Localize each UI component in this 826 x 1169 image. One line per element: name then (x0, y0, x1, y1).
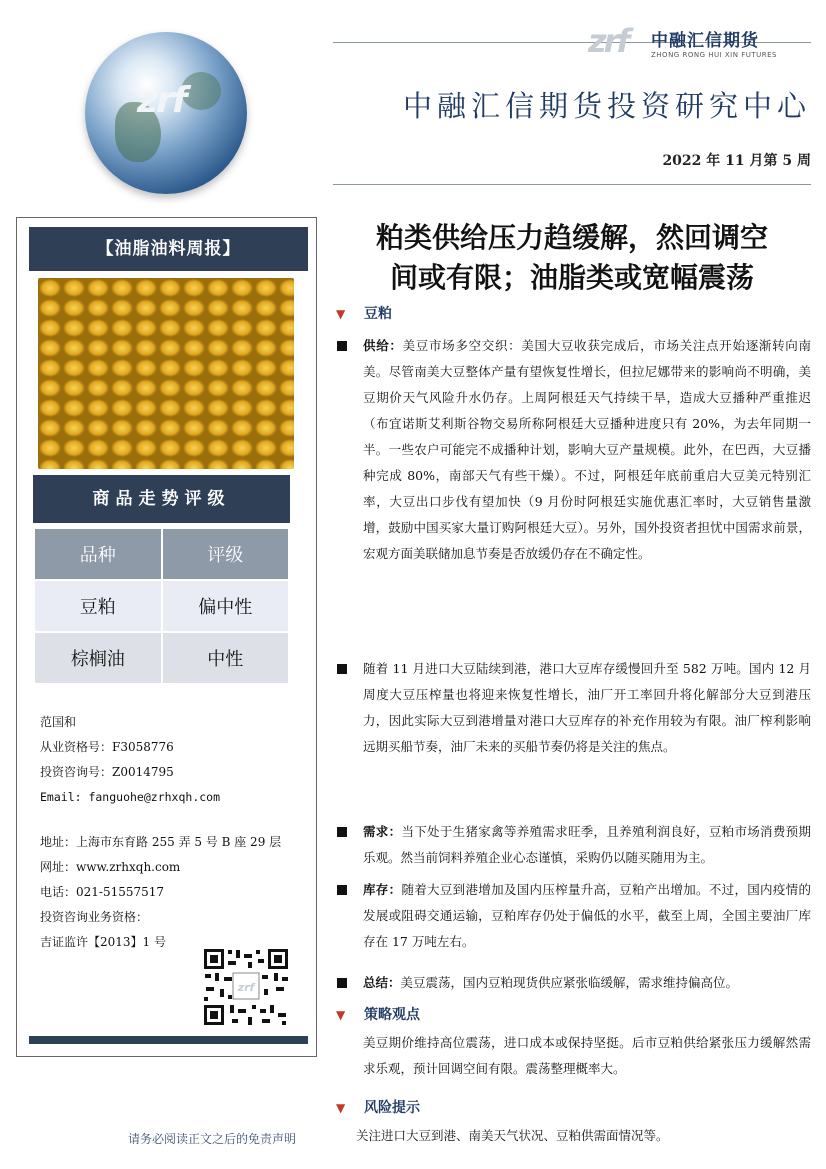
rating-header-commodity: 品种 (35, 529, 161, 579)
bullet-icon (337, 978, 347, 988)
section-risk (336, 1097, 420, 1117)
contact-info (40, 710, 310, 955)
section-strategy-title: 策略观点 (364, 1007, 420, 1023)
analyst-name: 范国和 (40, 715, 77, 729)
company-logo (588, 18, 808, 66)
summary-text: 美豆震荡，国内豆粕现货供应紧张临缓解，需求维持偏高位。 (400, 975, 739, 990)
supply-paragraph (363, 333, 811, 567)
arrow-down-icon: ▼ (336, 307, 346, 321)
rating-value: 中性 (163, 633, 289, 683)
rating-table-header (35, 529, 288, 579)
soybeans-image (38, 278, 294, 469)
globe-logo-text: zrf (137, 80, 186, 121)
headline-line-1: 粕类供给压力趋缓解，然回调空 (375, 221, 768, 254)
strategy-text: 美豆期价维持高位震荡，进口成本或保持坚挺。后市豆粕供给紧张压力缓解然需求乐观，预计回调空间有限。震荡整理概率大。 (363, 1035, 811, 1076)
risk-text: 关注进口大豆到港、南美天气状况、豆粕供需面情况等。 (356, 1128, 669, 1143)
header-divider-bottom (333, 184, 811, 185)
supply-label: 供给： (363, 338, 403, 353)
arrow-down-icon: ▼ (336, 1008, 346, 1022)
license-number: 吉证监许【2013】1 号 (40, 935, 166, 949)
company-phone: 电话：021-51557517 (40, 885, 165, 899)
inventory-text: 随着大豆到港增加及国内压榨量升高，豆粕产出增加。不过，国内疫情的发展或阻碍交通运输，豆粕库存仍处于偏低的水平，截至上周，全国主要油厂库存在 17 万吨左右。 (363, 882, 811, 949)
rating-commodity: 棕榈油 (35, 633, 161, 683)
risk-paragraph (356, 1123, 804, 1149)
company-logo-mark: zrf (588, 22, 628, 60)
company-address: 地址：上海市东育路 255 弄 5 号 B 座 29 层 (40, 835, 282, 849)
strategy-paragraph (363, 1030, 811, 1082)
summary-paragraph (363, 970, 811, 996)
sidebar-bottom-bar (29, 1036, 308, 1044)
bullet-icon (337, 341, 347, 351)
rating-table (33, 527, 290, 685)
inventory-label: 库存： (363, 882, 402, 897)
demand-text: 当下处于生猪家禽等养殖需求旺季，且养殖利润良好，豆粕市场消费预期乐观。然当前饲料养殖企业心态谨慎，采购仍以随买随用为主。 (363, 824, 811, 865)
summary-label: 总结： (363, 975, 401, 990)
report-type-banner: 【油脂油料周报】 (29, 227, 308, 271)
port-text: 随着 11 月进口大豆陆续到港，港口大豆库存缓慢回升至 582 万吨。国内 12 月周度大豆压榨量也将迎来恢复性增长，油厂开工率回升将化解部分大豆到港压力，因此实际大豆到港增量对港口大豆库存的补充作用较为有限。油厂榨利影响远期买船节奏，油厂未来的买船节奏仍将是关注的焦点。 (363, 661, 811, 754)
license-label: 投资咨询业务资格： (40, 910, 149, 924)
company-website[interactable]: 网址：www.zrhxqh.com (40, 860, 181, 874)
qr-code[interactable] (202, 947, 290, 1027)
rating-title: 商品走势评级 (33, 475, 290, 523)
inventory-paragraph (363, 877, 811, 955)
consulting-number: 投资咨询号：Z0014795 (40, 765, 174, 779)
globe-logo (85, 32, 247, 194)
rating-commodity: 豆粕 (35, 581, 161, 631)
analyst-email[interactable]: Email: fanguohe@zrhxqh.com (40, 790, 221, 804)
bullet-icon (337, 664, 347, 674)
company-name-cn: 中融汇信期货 (651, 31, 759, 51)
bullet-icon (337, 827, 347, 837)
bullet-icon (337, 885, 347, 895)
demand-paragraph (363, 819, 811, 871)
arrow-down-icon: ▼ (336, 1101, 346, 1115)
rating-value: 偏中性 (163, 581, 289, 631)
rating-row (35, 633, 288, 683)
disclaimer-footer: 请务必阅读正文之后的免责声明 (128, 1132, 297, 1146)
section-strategy (336, 1004, 420, 1024)
section-soymeal-title: 豆粕 (364, 306, 392, 322)
research-center-title: 中融汇信期货投资研究中心 (402, 89, 811, 123)
globe-landmass (181, 72, 221, 110)
port-paragraph (363, 656, 811, 760)
report-week: 2022 年 11 月第 5 周 (662, 153, 811, 169)
rating-header-rating: 评级 (163, 529, 289, 579)
qualification-number: 从业资格号：F3058776 (40, 740, 174, 754)
qr-logo-text: zrf (237, 981, 255, 994)
section-risk-title: 风险提示 (364, 1100, 420, 1116)
section-soymeal (336, 303, 392, 323)
demand-label: 需求： (363, 824, 402, 839)
headline-line-2: 间或有限；油脂类或宽幅震荡 (389, 261, 754, 294)
rating-row (35, 581, 288, 631)
report-headline (332, 218, 812, 298)
company-name-en: ZHONG RONG HUI XIN FUTURES (651, 51, 777, 59)
supply-text: 美豆市场多空交织：美国大豆收获完成后，市场关注点开始逐渐转向南美。尽管南美大豆整体产量有望恢复性增长，但拉尼娜带来的影响尚不明确，美豆期价天气风险升水仍存。上周阿根廷天气持续干旱，造成大豆播种严重推迟（布宜诺斯艾利斯谷物交易所称阿根廷大豆播种进度只有 20%，为去年同期一半。一些农户可能完不成播种计划，影响大豆产量规模。此外，在巴西，大豆播种完成 80%，南部天气有些干燥）。不过，阿根廷年底前重启大豆美元特别汇率，大豆出口步伐有望加快（9 月份时阿根廷实施优惠汇率时，大豆销售量激增，鼓励中国买家大量订购阿根廷大豆）。另外，国外投资者担忧中国需求前景，宏观方面美联储加息节奏是否放缓仍存在不确定性。 (363, 338, 811, 561)
